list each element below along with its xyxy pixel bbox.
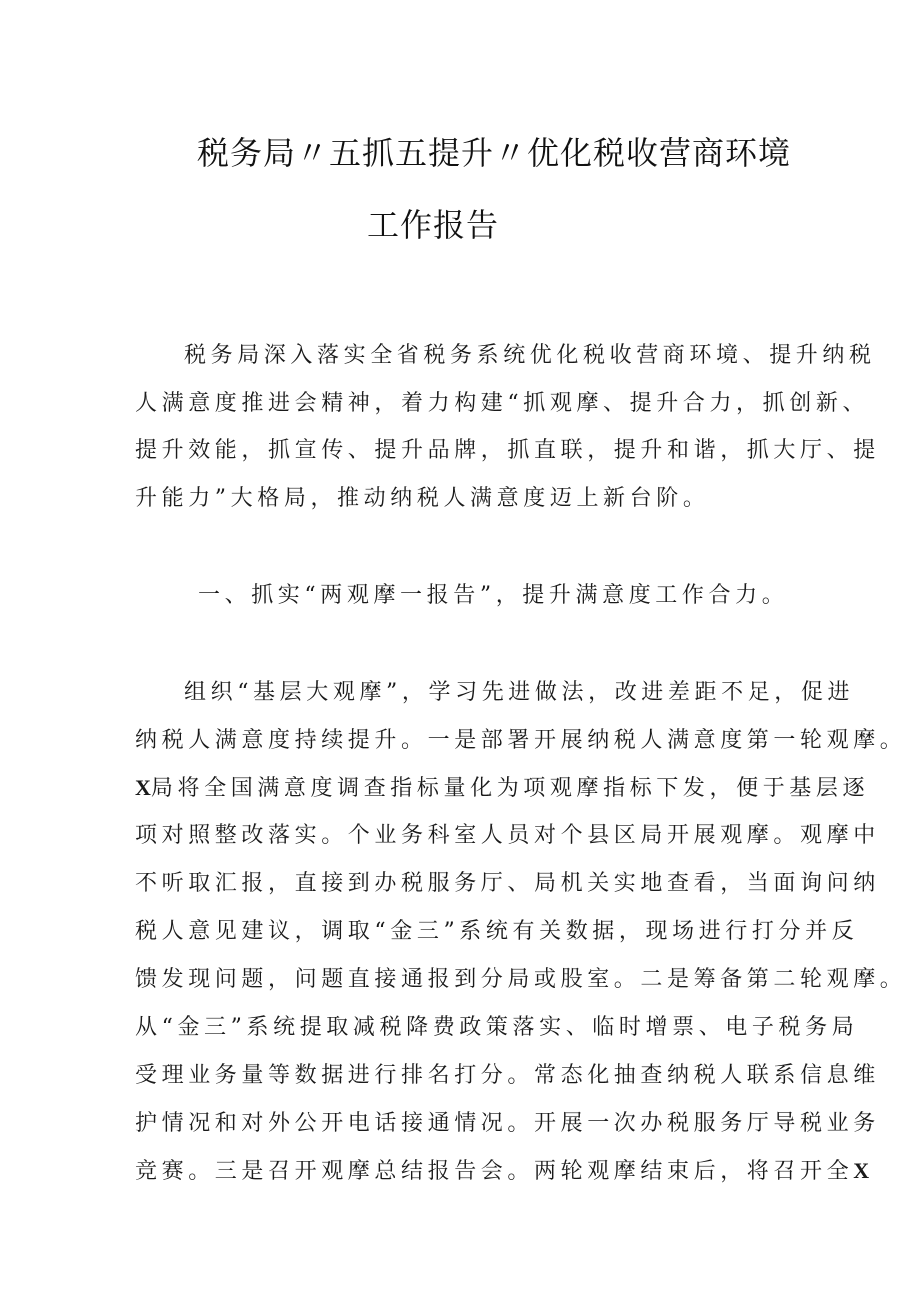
document-title-line1: 税务局〃五抓五提升〃优化税收营商环境 — [197, 134, 792, 172]
latin-mark: X — [853, 1158, 870, 1183]
body-line: 从“金三”系统提取减税降费政策落实、临时增票、电子税务局 — [135, 1015, 859, 1040]
document-title-line2: 工作报告 — [367, 206, 500, 244]
body-line: X局将全国满意度调查指标量化为项观摩指标下发，便于基层逐 — [135, 775, 870, 801]
body-line: 竞赛。三是召开观摩总结报告会。两轮观摩结束后，将召开全X — [135, 1158, 870, 1184]
body-line: 组织“基层大观摩”，学习先进做法，改进差距不足，促进 — [184, 680, 855, 705]
body-line: 纳税人满意度持续提升。一是部署开展纳税人满意度第一轮观摩。 — [135, 728, 907, 753]
section-heading: 一、抓实“两观摩一报告”，提升满意度工作合力。 — [198, 583, 789, 608]
body-line: 不听取汇报，直接到办税服务厅、局机关实地查看，当面询问纳 — [135, 871, 880, 896]
body-line: 馈发现问题，问题直接通报到分局或股室。二是筹备第二轮观摩。 — [135, 967, 907, 992]
intro-line: 升能力”大格局，推动纳税人满意度迈上新台阶。 — [135, 486, 710, 511]
intro-line: 税务局深入落实全省税务系统优化税收营商环境、提升纳税 — [184, 343, 876, 368]
body-line: 项对照整改落实。个业务科室人员对个县区局开展观摩。观摩中 — [135, 823, 880, 848]
latin-mark: X — [135, 775, 151, 800]
body-line: 护情况和对外公开电话接通情况。开展一次办税服务厅导税业务 — [135, 1111, 880, 1136]
body-line: 税人意见建议，调取“金三”系统有关数据，现场进行打分并反 — [135, 919, 859, 944]
body-line: 受理业务量等数据进行排名打分。常态化抽查纳税人联系信息维 — [135, 1063, 880, 1088]
intro-line: 提升效能，抓宣传、提升品牌，抓直联，提升和谐，抓大厅、提 — [135, 438, 880, 463]
intro-line: 人满意度推进会精神，着力构建“抓观摩、提升合力，抓创新、 — [135, 391, 870, 416]
